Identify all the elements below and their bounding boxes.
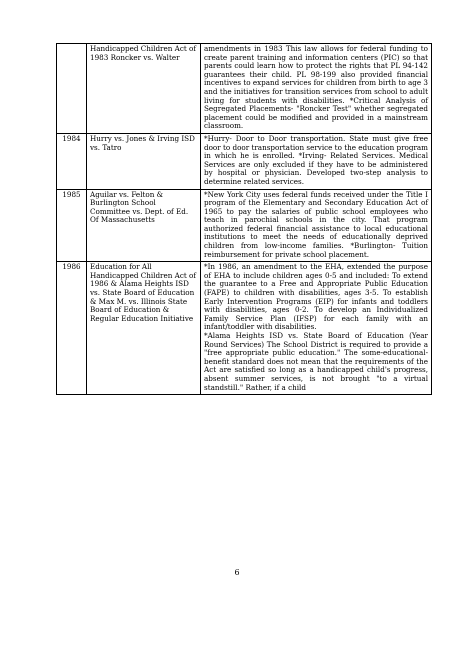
description-paragraph: amendments in 1983 This law allows for federal funding to create parent training and information centers (PIC) so that parents could learn how to protect the rights that PL 94-142 guarantees their child. PL 98-199 also provided financial incentives to expand services for children from birth to age 3 and the initiatives for transition services from school to adult living for students with disabilities. *Critical Analysis of Segregated Placements- "Roncker Test" whether segregated placement could be modified and provided in a mainstream classroom. xyxy=(204,44,428,131)
law-history-table xyxy=(56,43,432,395)
case-cell: Handicapped Children Act of 1983 Roncker vs. Walter xyxy=(87,44,201,134)
description-cell xyxy=(201,133,432,189)
year-cell: 1984 xyxy=(57,133,87,189)
case-cell: Education for All Handicapped Children Act of 1986 & Alama Heights ISD vs. State Board of Education & Max M. vs. Illinois State Board of Education & Regular Education Initiative xyxy=(87,262,201,395)
year-cell: 1985 xyxy=(57,189,87,262)
table-row xyxy=(57,44,432,134)
description-paragraph: *In 1986, an amendment to the EHA, extended the purpose of EHA to include children ages 0-5 and included: To extend the guarantee to a Free and Appropriate Public Education (FAPE) to children with disabilities, ages 3-5. To establish Early Intervention Programs (EIP) for infants and toddlers with disabilities, ages 0-2. To develop an Individualized Family Service Plan (IFSP) for each family with an infant/toddler with disabilities. xyxy=(204,262,428,332)
case-cell: Aguilar vs. Felton & Burlington School Committee vs. Dept. of Ed. Of Massachusetts xyxy=(87,189,201,262)
case-cell: Hurry vs. Jones & Irving ISD vs. Tatro xyxy=(87,133,201,189)
year-cell: 1986 xyxy=(57,262,87,395)
description-paragraph: *New York City uses federal funds received under the Title I program of the Elementary and Secondary Education Act of 1965 to pay the salaries of public school employees who teach in parochial schools in the city. That program authorized federal financial assistance to local educational institutions to meet the needs of educationally deprived children from low-income families. *Burlington- Tuition reimbursement for private school placement. xyxy=(204,189,428,259)
description-paragraph: *Hurry- Door to Door transportation. State must give free door to door transportation service to the education program in which he is enrolled. *Irving- Related Services. Medical Services are only excluded if they have to be administered by hospital or physician. Developed two-step analysis to determine related services. xyxy=(204,133,428,186)
description-cell xyxy=(201,189,432,262)
table-row xyxy=(57,262,432,395)
table-row xyxy=(57,189,432,262)
description-cell xyxy=(201,44,432,134)
year-cell xyxy=(57,44,87,134)
page-number: 6 xyxy=(234,568,240,577)
description-cell xyxy=(201,262,432,395)
description-paragraph: *Alama Heights ISD vs. State Board of Education (Year Round Services) The School District is required to provide a "free appropriate public education." The some-educational-benefit standard does not mean that the requirements of the Act are satisfied so long as a handicapped child's progress, absent summer services, is not brought "to a virtual standstill." Rather, if a child xyxy=(204,331,428,392)
table-row xyxy=(57,133,432,189)
